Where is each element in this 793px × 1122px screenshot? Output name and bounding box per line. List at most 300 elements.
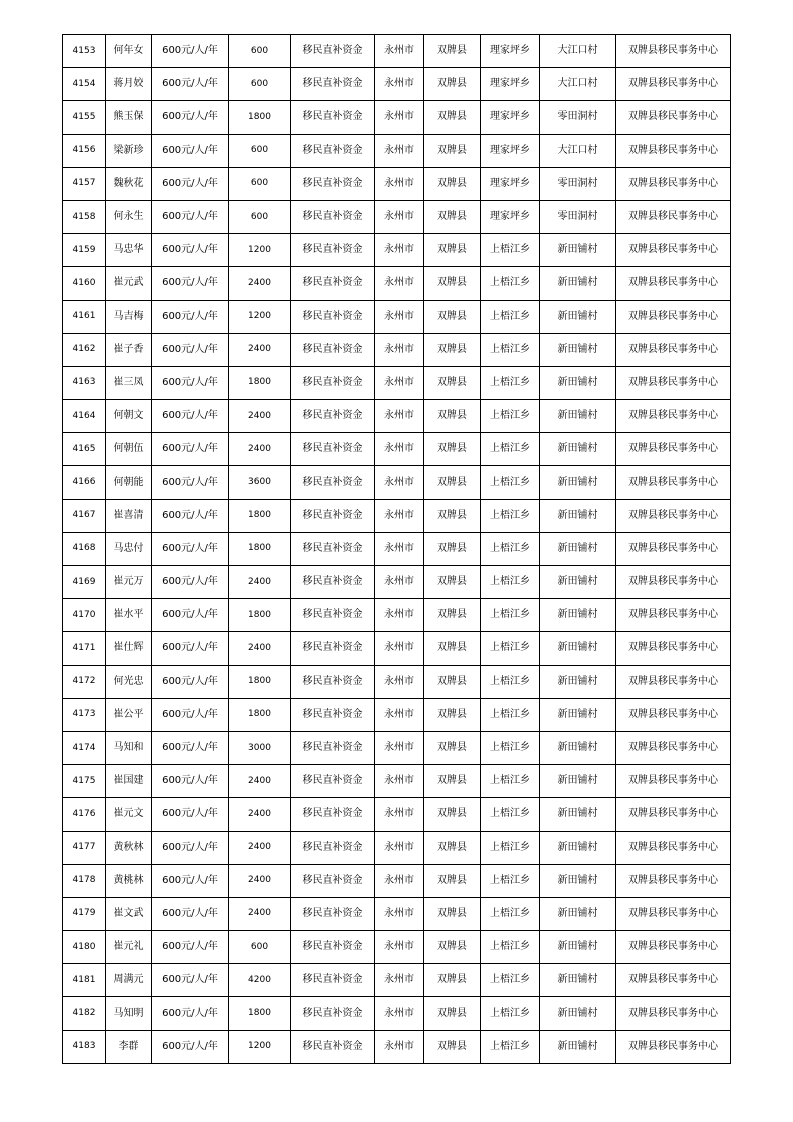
amount-cell: 1800	[229, 101, 291, 134]
table-body	[63, 35, 731, 1064]
amount-cell: 1200	[229, 300, 291, 333]
name-cell: 崔三凤	[106, 366, 152, 399]
name-cell: 何永生	[106, 200, 152, 233]
standard-cell: 600元/人/年	[152, 466, 229, 499]
standard-cell: 600元/人/年	[152, 366, 229, 399]
name-cell: 崔元武	[106, 267, 152, 300]
serial-number-cell: 4161	[63, 300, 106, 333]
township-cell: 上梧江乡	[481, 300, 540, 333]
table-row	[63, 798, 731, 831]
amount-cell: 3600	[229, 466, 291, 499]
fund-type-cell: 移民直补资金	[291, 897, 375, 930]
table-row	[63, 333, 731, 366]
village-cell: 新田铺村	[540, 499, 616, 532]
amount-cell: 2400	[229, 267, 291, 300]
name-cell: 崔公平	[106, 698, 152, 731]
township-cell: 上梧江乡	[481, 731, 540, 764]
city-cell: 永州市	[375, 366, 424, 399]
table-row	[63, 234, 731, 267]
village-cell: 大江口村	[540, 68, 616, 101]
county-cell: 双牌县	[424, 997, 481, 1030]
fund-type-cell: 移民直补资金	[291, 134, 375, 167]
village-cell: 新田铺村	[540, 931, 616, 964]
name-cell: 崔仕辉	[106, 632, 152, 665]
city-cell: 永州市	[375, 466, 424, 499]
city-cell: 永州市	[375, 200, 424, 233]
amount-cell: 2400	[229, 566, 291, 599]
agency-cell: 双牌县移民事务中心	[616, 35, 731, 68]
serial-number-cell: 4163	[63, 366, 106, 399]
standard-cell: 600元/人/年	[152, 964, 229, 997]
standard-cell: 600元/人/年	[152, 300, 229, 333]
township-cell: 上梧江乡	[481, 599, 540, 632]
name-cell: 熊玉保	[106, 101, 152, 134]
standard-cell: 600元/人/年	[152, 167, 229, 200]
amount-cell: 2400	[229, 897, 291, 930]
township-cell: 理家坪乡	[481, 167, 540, 200]
village-cell: 大江口村	[540, 134, 616, 167]
serial-number-cell: 4182	[63, 997, 106, 1030]
agency-cell: 双牌县移民事务中心	[616, 167, 731, 200]
township-cell: 上梧江乡	[481, 532, 540, 565]
serial-number-cell: 4181	[63, 964, 106, 997]
village-cell: 新田铺村	[540, 366, 616, 399]
serial-number-cell: 4164	[63, 400, 106, 433]
table-row	[63, 532, 731, 565]
table-row	[63, 68, 731, 101]
agency-cell: 双牌县移民事务中心	[616, 964, 731, 997]
county-cell: 双牌县	[424, 35, 481, 68]
serial-number-cell: 4175	[63, 765, 106, 798]
amount-cell: 1800	[229, 698, 291, 731]
city-cell: 永州市	[375, 234, 424, 267]
agency-cell: 双牌县移民事务中心	[616, 831, 731, 864]
name-cell: 崔水平	[106, 599, 152, 632]
city-cell: 永州市	[375, 400, 424, 433]
county-cell: 双牌县	[424, 765, 481, 798]
standard-cell: 600元/人/年	[152, 765, 229, 798]
agency-cell: 双牌县移民事务中心	[616, 466, 731, 499]
amount-cell: 1800	[229, 997, 291, 1030]
township-cell: 上梧江乡	[481, 831, 540, 864]
table-row	[63, 698, 731, 731]
serial-number-cell: 4153	[63, 35, 106, 68]
serial-number-cell: 4178	[63, 864, 106, 897]
fund-type-cell: 移民直补资金	[291, 698, 375, 731]
city-cell: 永州市	[375, 433, 424, 466]
standard-cell: 600元/人/年	[152, 433, 229, 466]
agency-cell: 双牌县移民事务中心	[616, 931, 731, 964]
amount-cell: 600	[229, 931, 291, 964]
city-cell: 永州市	[375, 300, 424, 333]
city-cell: 永州市	[375, 134, 424, 167]
county-cell: 双牌县	[424, 267, 481, 300]
serial-number-cell: 4165	[63, 433, 106, 466]
fund-type-cell: 移民直补资金	[291, 731, 375, 764]
township-cell: 上梧江乡	[481, 566, 540, 599]
township-cell: 理家坪乡	[481, 200, 540, 233]
county-cell: 双牌县	[424, 433, 481, 466]
table-row	[63, 134, 731, 167]
standard-cell: 600元/人/年	[152, 599, 229, 632]
city-cell: 永州市	[375, 35, 424, 68]
name-cell: 周满元	[106, 964, 152, 997]
table-row	[63, 765, 731, 798]
agency-cell: 双牌县移民事务中心	[616, 200, 731, 233]
agency-cell: 双牌县移民事务中心	[616, 400, 731, 433]
payment-table	[62, 34, 731, 1064]
agency-cell: 双牌县移民事务中心	[616, 101, 731, 134]
county-cell: 双牌县	[424, 134, 481, 167]
serial-number-cell: 4180	[63, 931, 106, 964]
county-cell: 双牌县	[424, 665, 481, 698]
agency-cell: 双牌县移民事务中心	[616, 366, 731, 399]
amount-cell: 600	[229, 68, 291, 101]
name-cell: 何朝文	[106, 400, 152, 433]
fund-type-cell: 移民直补资金	[291, 997, 375, 1030]
amount-cell: 2400	[229, 831, 291, 864]
fund-type-cell: 移民直补资金	[291, 400, 375, 433]
name-cell: 梁新珍	[106, 134, 152, 167]
name-cell: 崔喜清	[106, 499, 152, 532]
city-cell: 永州市	[375, 665, 424, 698]
table-row	[63, 499, 731, 532]
city-cell: 永州市	[375, 532, 424, 565]
serial-number-cell: 4169	[63, 566, 106, 599]
standard-cell: 600元/人/年	[152, 798, 229, 831]
amount-cell: 600	[229, 134, 291, 167]
name-cell: 李群	[106, 1030, 152, 1063]
fund-type-cell: 移民直补资金	[291, 864, 375, 897]
fund-type-cell: 移民直补资金	[291, 831, 375, 864]
serial-number-cell: 4173	[63, 698, 106, 731]
agency-cell: 双牌县移民事务中心	[616, 433, 731, 466]
township-cell: 上梧江乡	[481, 632, 540, 665]
village-cell: 新田铺村	[540, 599, 616, 632]
serial-number-cell: 4154	[63, 68, 106, 101]
table-row	[63, 267, 731, 300]
agency-cell: 双牌县移民事务中心	[616, 864, 731, 897]
village-cell: 零田洞村	[540, 101, 616, 134]
county-cell: 双牌县	[424, 532, 481, 565]
name-cell: 马知明	[106, 997, 152, 1030]
village-cell: 新田铺村	[540, 632, 616, 665]
village-cell: 大江口村	[540, 35, 616, 68]
city-cell: 永州市	[375, 931, 424, 964]
township-cell: 上梧江乡	[481, 267, 540, 300]
table-row	[63, 897, 731, 930]
fund-type-cell: 移民直补资金	[291, 300, 375, 333]
table-row	[63, 831, 731, 864]
name-cell: 崔元文	[106, 798, 152, 831]
county-cell: 双牌县	[424, 466, 481, 499]
name-cell: 魏秋花	[106, 167, 152, 200]
township-cell: 上梧江乡	[481, 366, 540, 399]
amount-cell: 2400	[229, 333, 291, 366]
serial-number-cell: 4156	[63, 134, 106, 167]
county-cell: 双牌县	[424, 632, 481, 665]
agency-cell: 双牌县移民事务中心	[616, 632, 731, 665]
standard-cell: 600元/人/年	[152, 731, 229, 764]
county-cell: 双牌县	[424, 499, 481, 532]
table-row	[63, 566, 731, 599]
village-cell: 新田铺村	[540, 997, 616, 1030]
township-cell: 上梧江乡	[481, 864, 540, 897]
serial-number-cell: 4179	[63, 897, 106, 930]
village-cell: 零田洞村	[540, 167, 616, 200]
amount-cell: 1800	[229, 665, 291, 698]
fund-type-cell: 移民直补资金	[291, 964, 375, 997]
village-cell: 新田铺村	[540, 466, 616, 499]
fund-type-cell: 移民直补资金	[291, 200, 375, 233]
agency-cell: 双牌县移民事务中心	[616, 798, 731, 831]
serial-number-cell: 4183	[63, 1030, 106, 1063]
township-cell: 上梧江乡	[481, 798, 540, 831]
agency-cell: 双牌县移民事务中心	[616, 665, 731, 698]
fund-type-cell: 移民直补资金	[291, 765, 375, 798]
fund-type-cell: 移民直补资金	[291, 499, 375, 532]
name-cell: 何朝伍	[106, 433, 152, 466]
table-row	[63, 300, 731, 333]
township-cell: 上梧江乡	[481, 499, 540, 532]
standard-cell: 600元/人/年	[152, 897, 229, 930]
standard-cell: 600元/人/年	[152, 831, 229, 864]
name-cell: 马吉梅	[106, 300, 152, 333]
standard-cell: 600元/人/年	[152, 665, 229, 698]
table-row	[63, 35, 731, 68]
city-cell: 永州市	[375, 897, 424, 930]
fund-type-cell: 移民直补资金	[291, 931, 375, 964]
city-cell: 永州市	[375, 698, 424, 731]
city-cell: 永州市	[375, 798, 424, 831]
name-cell: 马忠付	[106, 532, 152, 565]
city-cell: 永州市	[375, 101, 424, 134]
county-cell: 双牌县	[424, 68, 481, 101]
serial-number-cell: 4160	[63, 267, 106, 300]
village-cell: 新田铺村	[540, 433, 616, 466]
fund-type-cell: 移民直补资金	[291, 632, 375, 665]
fund-type-cell: 移民直补资金	[291, 599, 375, 632]
city-cell: 永州市	[375, 731, 424, 764]
township-cell: 上梧江乡	[481, 400, 540, 433]
name-cell: 马忠华	[106, 234, 152, 267]
city-cell: 永州市	[375, 167, 424, 200]
village-cell: 新田铺村	[540, 731, 616, 764]
county-cell: 双牌县	[424, 300, 481, 333]
table-row	[63, 167, 731, 200]
table-row	[63, 1030, 731, 1063]
county-cell: 双牌县	[424, 731, 481, 764]
township-cell: 上梧江乡	[481, 433, 540, 466]
table-row	[63, 466, 731, 499]
standard-cell: 600元/人/年	[152, 1030, 229, 1063]
fund-type-cell: 移民直补资金	[291, 532, 375, 565]
amount-cell: 1800	[229, 366, 291, 399]
agency-cell: 双牌县移民事务中心	[616, 698, 731, 731]
agency-cell: 双牌县移民事务中心	[616, 532, 731, 565]
agency-cell: 双牌县移民事务中心	[616, 1030, 731, 1063]
county-cell: 双牌县	[424, 1030, 481, 1063]
village-cell: 新田铺村	[540, 234, 616, 267]
serial-number-cell: 4176	[63, 798, 106, 831]
city-cell: 永州市	[375, 632, 424, 665]
fund-type-cell: 移民直补资金	[291, 167, 375, 200]
serial-number-cell: 4171	[63, 632, 106, 665]
fund-type-cell: 移民直补资金	[291, 267, 375, 300]
standard-cell: 600元/人/年	[152, 68, 229, 101]
table-row	[63, 665, 731, 698]
fund-type-cell: 移民直补资金	[291, 566, 375, 599]
county-cell: 双牌县	[424, 897, 481, 930]
city-cell: 永州市	[375, 1030, 424, 1063]
village-cell: 新田铺村	[540, 300, 616, 333]
amount-cell: 2400	[229, 798, 291, 831]
county-cell: 双牌县	[424, 234, 481, 267]
name-cell: 何年女	[106, 35, 152, 68]
township-cell: 上梧江乡	[481, 897, 540, 930]
city-cell: 永州市	[375, 333, 424, 366]
county-cell: 双牌县	[424, 400, 481, 433]
table-row	[63, 366, 731, 399]
village-cell: 新田铺村	[540, 765, 616, 798]
village-cell: 新田铺村	[540, 798, 616, 831]
fund-type-cell: 移民直补资金	[291, 35, 375, 68]
city-cell: 永州市	[375, 566, 424, 599]
agency-cell: 双牌县移民事务中心	[616, 300, 731, 333]
county-cell: 双牌县	[424, 831, 481, 864]
serial-number-cell: 4174	[63, 731, 106, 764]
city-cell: 永州市	[375, 267, 424, 300]
name-cell: 何朝能	[106, 466, 152, 499]
agency-cell: 双牌县移民事务中心	[616, 566, 731, 599]
village-cell: 新田铺村	[540, 532, 616, 565]
fund-type-cell: 移民直补资金	[291, 333, 375, 366]
county-cell: 双牌县	[424, 931, 481, 964]
standard-cell: 600元/人/年	[152, 35, 229, 68]
city-cell: 永州市	[375, 997, 424, 1030]
township-cell: 理家坪乡	[481, 134, 540, 167]
township-cell: 上梧江乡	[481, 931, 540, 964]
amount-cell: 600	[229, 35, 291, 68]
serial-number-cell: 4166	[63, 466, 106, 499]
standard-cell: 600元/人/年	[152, 698, 229, 731]
county-cell: 双牌县	[424, 167, 481, 200]
city-cell: 永州市	[375, 831, 424, 864]
fund-type-cell: 移民直补资金	[291, 433, 375, 466]
agency-cell: 双牌县移民事务中心	[616, 333, 731, 366]
city-cell: 永州市	[375, 599, 424, 632]
name-cell: 崔子香	[106, 333, 152, 366]
village-cell: 新田铺村	[540, 566, 616, 599]
township-cell: 理家坪乡	[481, 101, 540, 134]
standard-cell: 600元/人/年	[152, 997, 229, 1030]
township-cell: 理家坪乡	[481, 68, 540, 101]
standard-cell: 600元/人/年	[152, 400, 229, 433]
village-cell: 新田铺村	[540, 665, 616, 698]
county-cell: 双牌县	[424, 599, 481, 632]
county-cell: 双牌县	[424, 101, 481, 134]
name-cell: 崔元万	[106, 566, 152, 599]
agency-cell: 双牌县移民事务中心	[616, 234, 731, 267]
city-cell: 永州市	[375, 765, 424, 798]
serial-number-cell: 4162	[63, 333, 106, 366]
standard-cell: 600元/人/年	[152, 931, 229, 964]
amount-cell: 3000	[229, 731, 291, 764]
standard-cell: 600元/人/年	[152, 532, 229, 565]
serial-number-cell: 4158	[63, 200, 106, 233]
fund-type-cell: 移民直补资金	[291, 68, 375, 101]
amount-cell: 2400	[229, 864, 291, 897]
standard-cell: 600元/人/年	[152, 632, 229, 665]
standard-cell: 600元/人/年	[152, 101, 229, 134]
township-cell: 上梧江乡	[481, 765, 540, 798]
county-cell: 双牌县	[424, 333, 481, 366]
village-cell: 新田铺村	[540, 964, 616, 997]
standard-cell: 600元/人/年	[152, 566, 229, 599]
agency-cell: 双牌县移民事务中心	[616, 68, 731, 101]
village-cell: 新田铺村	[540, 698, 616, 731]
amount-cell: 1800	[229, 532, 291, 565]
agency-cell: 双牌县移民事务中心	[616, 897, 731, 930]
village-cell: 新田铺村	[540, 831, 616, 864]
amount-cell: 600	[229, 200, 291, 233]
amount-cell: 1200	[229, 234, 291, 267]
village-cell: 新田铺村	[540, 333, 616, 366]
county-cell: 双牌县	[424, 698, 481, 731]
amount-cell: 2400	[229, 400, 291, 433]
name-cell: 崔元礼	[106, 931, 152, 964]
village-cell: 新田铺村	[540, 864, 616, 897]
county-cell: 双牌县	[424, 964, 481, 997]
village-cell: 新田铺村	[540, 1030, 616, 1063]
township-cell: 上梧江乡	[481, 665, 540, 698]
village-cell: 零田洞村	[540, 200, 616, 233]
agency-cell: 双牌县移民事务中心	[616, 765, 731, 798]
standard-cell: 600元/人/年	[152, 499, 229, 532]
standard-cell: 600元/人/年	[152, 134, 229, 167]
serial-number-cell: 4159	[63, 234, 106, 267]
fund-type-cell: 移民直补资金	[291, 466, 375, 499]
county-cell: 双牌县	[424, 366, 481, 399]
table-row	[63, 997, 731, 1030]
county-cell: 双牌县	[424, 200, 481, 233]
table-row	[63, 200, 731, 233]
agency-cell: 双牌县移民事务中心	[616, 134, 731, 167]
agency-cell: 双牌县移民事务中心	[616, 499, 731, 532]
name-cell: 黄桃林	[106, 864, 152, 897]
village-cell: 新田铺村	[540, 267, 616, 300]
fund-type-cell: 移民直补资金	[291, 234, 375, 267]
table-row	[63, 599, 731, 632]
township-cell: 上梧江乡	[481, 997, 540, 1030]
amount-cell: 1800	[229, 499, 291, 532]
standard-cell: 600元/人/年	[152, 333, 229, 366]
name-cell: 崔文武	[106, 897, 152, 930]
county-cell: 双牌县	[424, 566, 481, 599]
serial-number-cell: 4168	[63, 532, 106, 565]
table-row	[63, 632, 731, 665]
standard-cell: 600元/人/年	[152, 864, 229, 897]
table-row	[63, 731, 731, 764]
agency-cell: 双牌县移民事务中心	[616, 997, 731, 1030]
table-row	[63, 101, 731, 134]
county-cell: 双牌县	[424, 864, 481, 897]
amount-cell: 2400	[229, 433, 291, 466]
township-cell: 上梧江乡	[481, 466, 540, 499]
fund-type-cell: 移民直补资金	[291, 366, 375, 399]
serial-number-cell: 4155	[63, 101, 106, 134]
fund-type-cell: 移民直补资金	[291, 665, 375, 698]
